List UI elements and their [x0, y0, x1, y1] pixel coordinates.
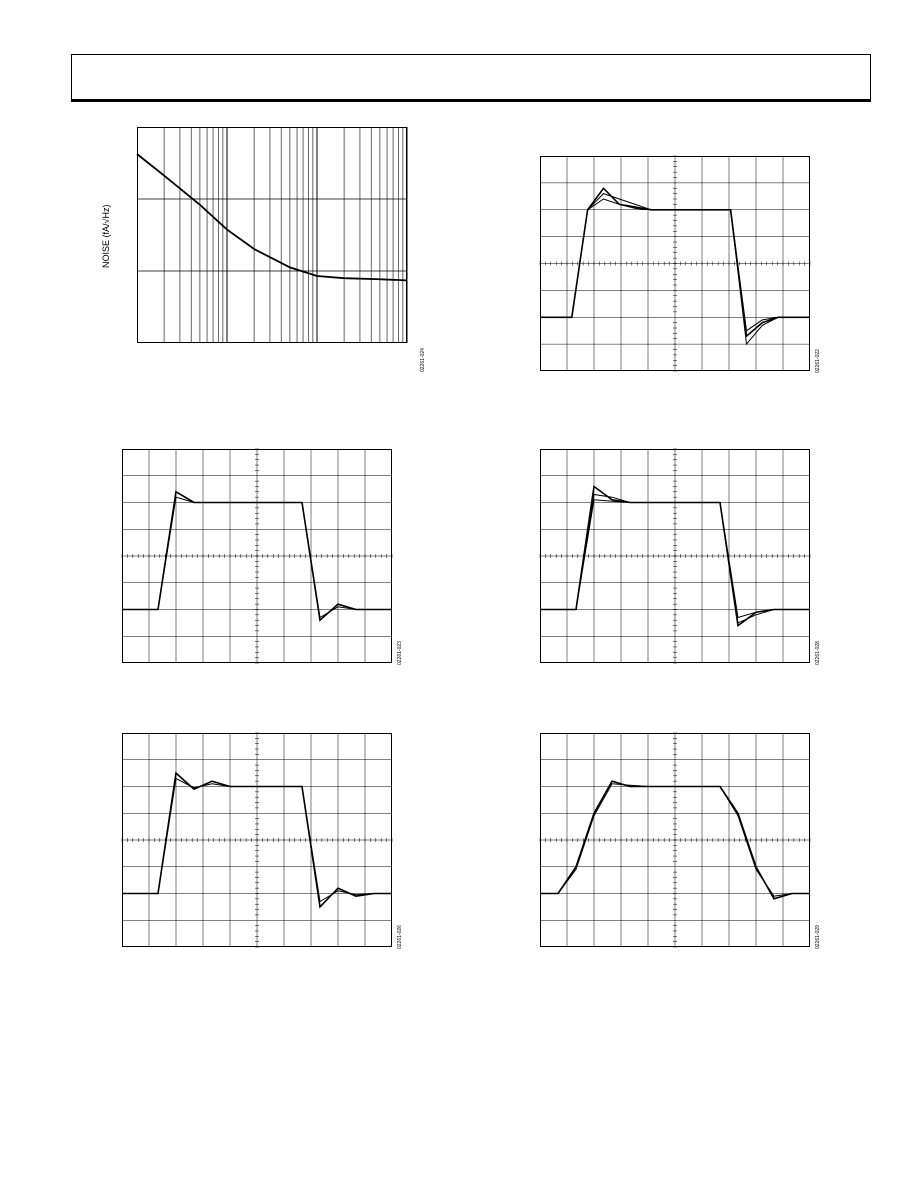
figure-id: 02261-026 — [397, 925, 403, 949]
figure-id: 02261-029 — [815, 925, 821, 949]
figure-id: 02261-024 — [420, 348, 426, 372]
scope-chart-mid-right — [540, 449, 810, 663]
scope-chart-top-right — [540, 156, 810, 371]
noise-spectral-density-chart — [137, 127, 407, 343]
figure-id: 02261-028 — [815, 641, 821, 665]
scope-chart-bottom-right — [540, 733, 810, 947]
noise-curve — [137, 154, 407, 280]
scope-chart-mid-left — [122, 449, 392, 663]
scope-chart-bottom-left — [122, 733, 392, 947]
figure-id: 02261-023 — [397, 641, 403, 665]
page-header-box — [71, 54, 871, 102]
plot-frame — [138, 128, 407, 343]
figure-id: 02261-022 — [815, 349, 821, 373]
noise-y-axis-label: NOISE (fA/√Hz) — [101, 204, 111, 268]
